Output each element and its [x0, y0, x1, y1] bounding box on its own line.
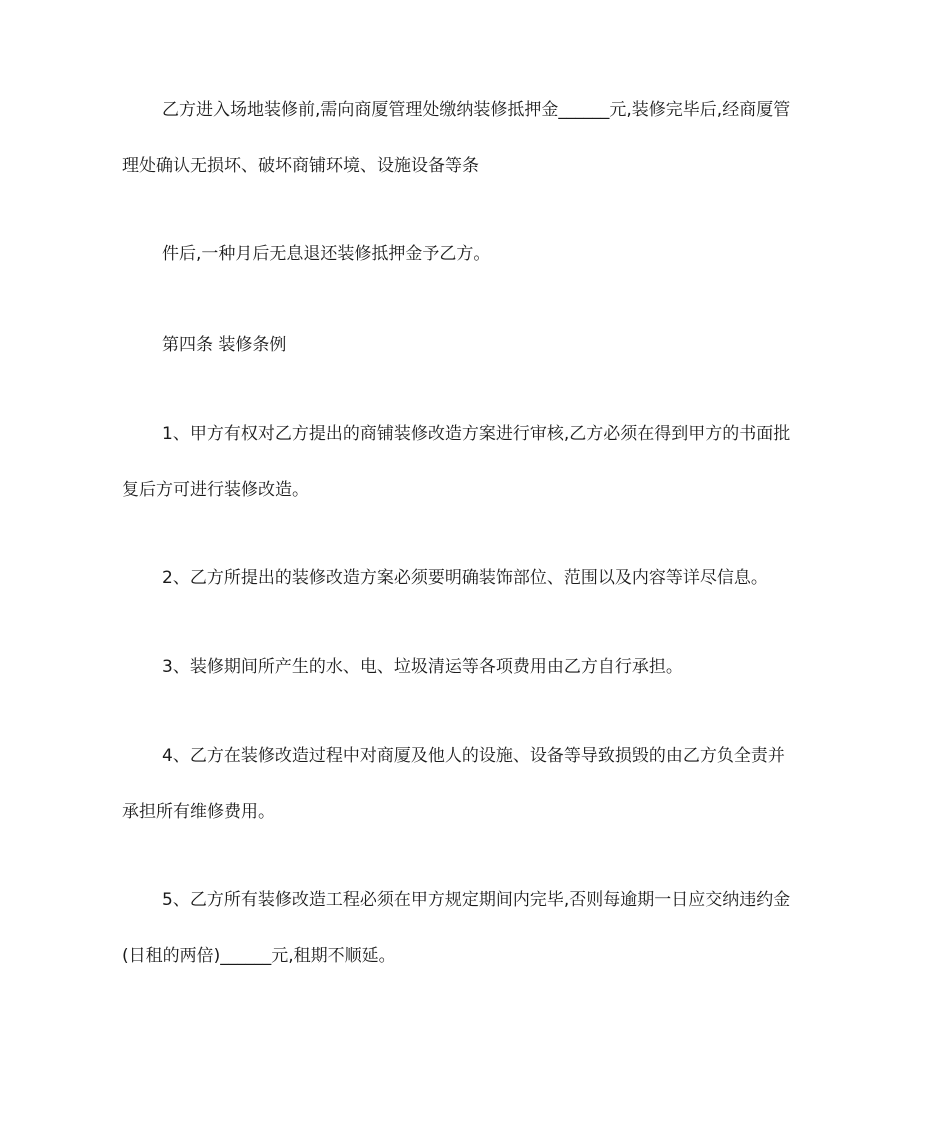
clause-1-line-1: 1、甲方有权对乙方提出的商铺装修改造方案进行审核,乙方必须在得到甲方的书面批: [162, 424, 791, 444]
clause-4-line-2: 承担所有维修费用。: [122, 802, 275, 822]
clause-4-line-1: 4、乙方在装修改造过程中对商厦及他人的设施、设备等导致损毁的由乙方负全责并: [162, 746, 785, 766]
clause-5-line-1: 5、乙方所有装修改造工程必须在甲方规定期间内完毕,否则每逾期一日应交纳违约金: [162, 890, 791, 910]
paragraph-deposit-line-2: 理处确认无损坏、破坏商铺环境、设施设备等条: [122, 156, 479, 176]
clause-5-line-2: (日租的两倍)______元,租期不顺延。: [122, 946, 396, 966]
paragraph-deposit-line-1: 乙方进入场地装修前,需向商厦管理处缴纳装修抵押金______元,装修完毕后,经商厦管: [162, 100, 791, 120]
clause-1-line-2: 复后方可进行装修改造。: [122, 480, 309, 500]
clause-2: 2、乙方所提出的装修改造方案必须要明确装饰部位、范围以及内容等详尽信息。: [162, 568, 768, 588]
clause-3: 3、装修期间所产生的水、电、垃圾清运等各项费用由乙方自行承担。: [162, 657, 683, 677]
paragraph-deposit-line-3: 件后,一种月后无息退还装修抵押金予乙方。: [162, 244, 491, 264]
section-heading-article-4: 第四条 装修条例: [162, 335, 287, 355]
